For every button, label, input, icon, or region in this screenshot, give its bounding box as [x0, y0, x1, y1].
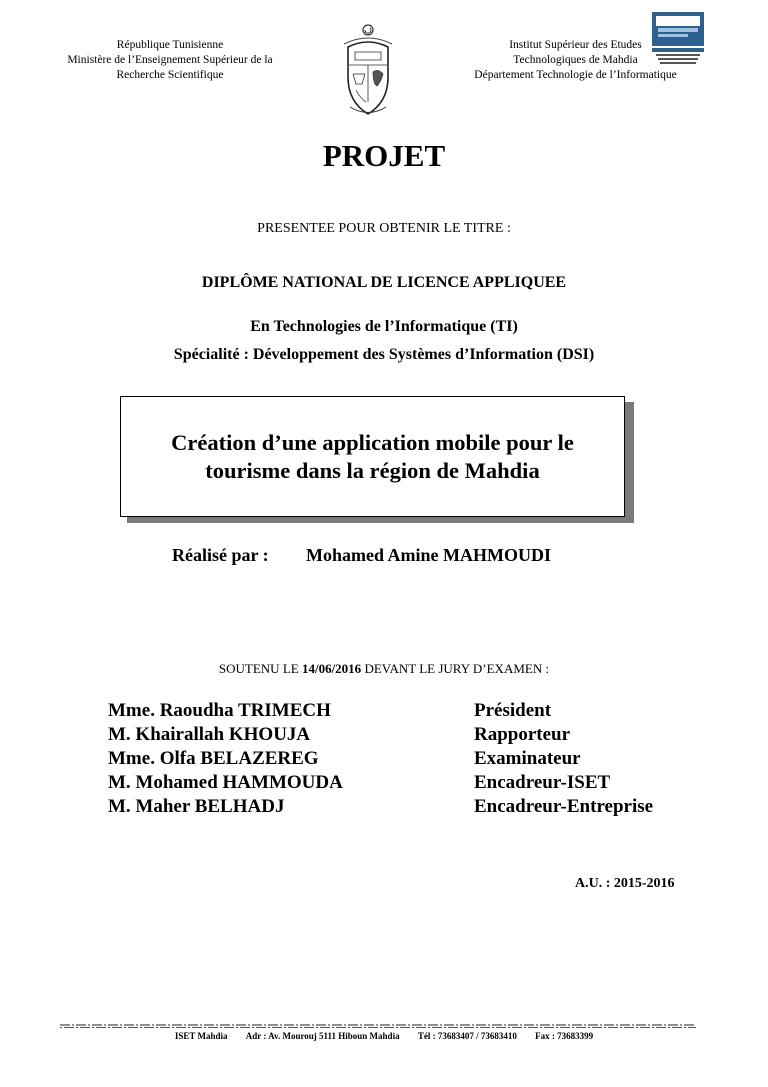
jury-member-role: Examinateur: [474, 748, 581, 769]
jury-member-name: M. Khairallah KHOUJA: [108, 724, 311, 745]
jury-member-role: Encadreur-Entreprise: [474, 796, 654, 817]
header-right-line: Technologiques de Mahdia: [513, 54, 638, 66]
header-left-line: Ministère de l’Enseignement Supérieur de la: [67, 54, 273, 66]
header-right-line: Institut Supérieur des Etudes: [509, 39, 642, 51]
document-title: PROJET: [322, 138, 446, 173]
header-left-line: Recherche Scientifique: [116, 69, 224, 81]
jury-names-column: [108, 699, 343, 819]
tunisia-coat-of-arms-icon: [338, 22, 398, 120]
project-title-box: [120, 396, 625, 517]
defense-date: 14/06/2016: [301, 661, 362, 676]
jury-member-role: Rapporteur: [474, 724, 571, 745]
jury-member-name: Mme. Olfa BELAZEREG: [108, 748, 319, 769]
defense-prefix: SOUTENU LE: [218, 661, 299, 676]
author-label: Réalisé par :: [172, 545, 269, 565]
jury-member-name: M. Maher BELHADJ: [108, 796, 285, 817]
defense-suffix: DEVANT LE JURY D’EXAMEN :: [364, 661, 550, 676]
footer-institution: ISET Mahdia: [174, 1031, 228, 1041]
header-left-block: [55, 38, 285, 83]
jury-member-name: Mme. Raoudha TRIMECH: [108, 700, 331, 721]
academic-year: A.U. : 2015-2016: [575, 876, 675, 891]
footer-fax: Fax : 73683399: [535, 1031, 594, 1041]
footer-phone: Tél : 73683407 / 73683410: [417, 1031, 517, 1041]
speciality-line: Spécialité : Développement des Systèmes d’Information (DSI): [173, 346, 595, 363]
document-subtitle: PRESENTEE POUR OBTENIR LE TITRE :: [257, 221, 511, 236]
header-right-line: Département Technologie de l’Informatique: [474, 69, 677, 81]
jury-member-role: Président: [474, 700, 552, 721]
footer-info: [0, 1031, 768, 1041]
degree-title: DIPLÔME NATIONAL DE LICENCE APPLIQUEE: [201, 274, 567, 291]
header-left-line: République Tunisienne: [116, 39, 224, 51]
header-right-block: [468, 38, 683, 83]
jury-roles-column: [474, 699, 653, 819]
technology-line: En Technologies de l’Informatique (TI): [250, 318, 518, 335]
footer-divider: [60, 1023, 696, 1029]
author-name: Mohamed Amine MAHMOUDI: [306, 545, 551, 565]
footer-address: Adr : Av. Mourouj 5111 Hiboun Mahdia: [245, 1031, 400, 1041]
jury-member-role: Encadreur-ISET: [474, 772, 611, 793]
jury-member-name: M. Mohamed HAMMOUDA: [108, 772, 343, 793]
project-title: Création d’une application mobile pour le tourisme dans la région de Mahdia: [171, 429, 574, 483]
defense-statement: [0, 661, 768, 677]
